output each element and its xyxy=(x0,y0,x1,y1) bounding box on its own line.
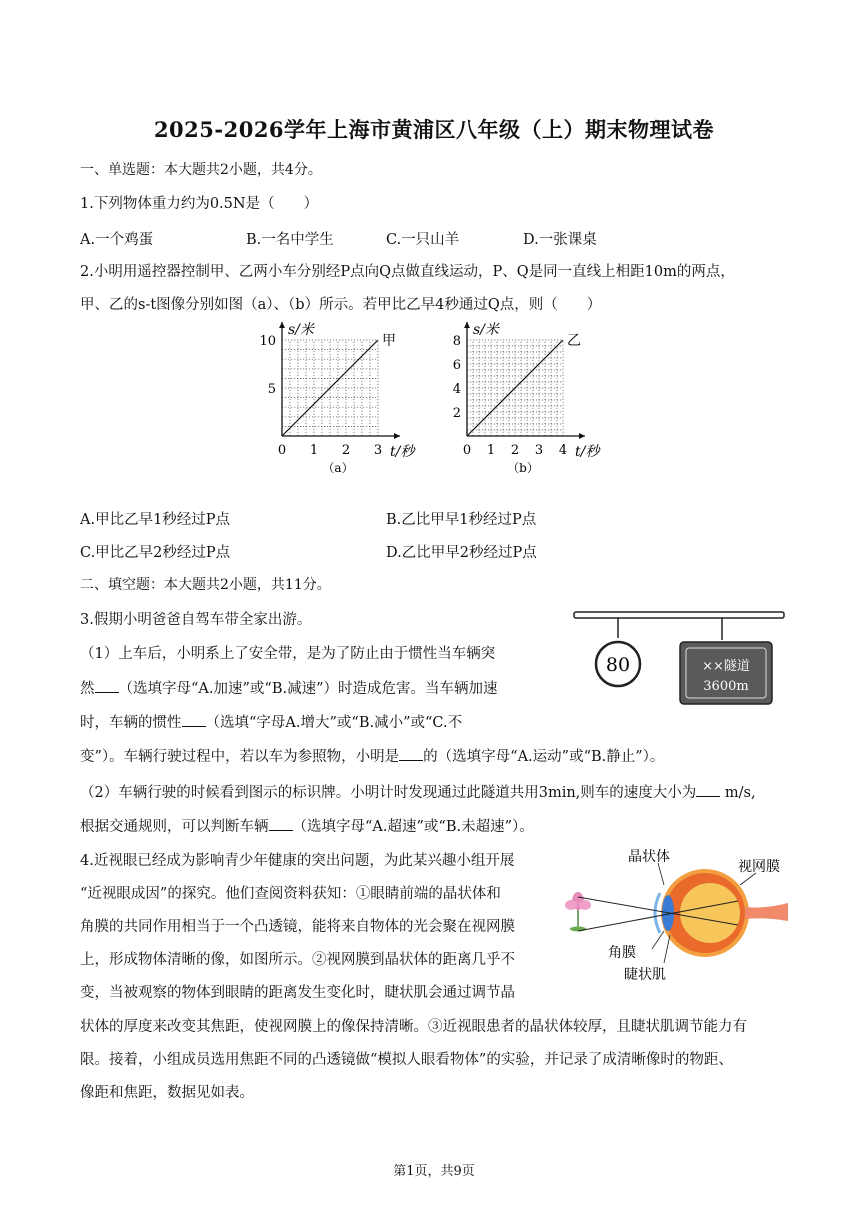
q3-line2: （1）上车后，小明系上了安全带，是为了防止由于惯性当车辆突 xyxy=(80,646,496,662)
series-label: 乙 xyxy=(567,333,581,349)
q4-line4: 上，形成物体清晰的像，如图所示。②视网膜到晶状体的距离几乎不 xyxy=(80,952,515,968)
speed-limit-value: 80 xyxy=(605,654,631,676)
q3-line7-prefix: 根据交通规则，可以判断车辆 xyxy=(80,819,269,835)
q3-blank-4[interactable] xyxy=(696,782,720,797)
tunnel-length: 3600m xyxy=(703,679,749,694)
q3-line1: 3.假期小明爸爸自驾车带全家出游。 xyxy=(80,612,312,628)
x-tick-label: 1 xyxy=(309,443,319,458)
x-tick-label: 3 xyxy=(534,443,544,458)
q2-option-d[interactable]: D.乙比甲早2秒经过P点 xyxy=(386,545,537,561)
label-retina: 视网膜 xyxy=(738,859,780,875)
q3-blank-1[interactable] xyxy=(95,678,119,693)
section-heading-fill-blank: 二、填空题：本大题共2小题，共11分。 xyxy=(80,577,331,593)
q2-stem-line2: 甲、乙的s-t图像分别如图（a）、（b）所示。若甲比乙早4秒通过Q点，则（ ） xyxy=(80,297,602,313)
q1-option-d[interactable]: D.一张课桌 xyxy=(523,232,597,248)
cornea-shape xyxy=(655,893,660,933)
q1-option-b[interactable]: B.一名中学生 xyxy=(246,232,334,248)
q1-option-c[interactable]: C.一只山羊 xyxy=(386,232,460,248)
x-axis-label: t/秒 xyxy=(390,444,415,460)
traffic-sign-figure xyxy=(572,610,792,710)
x-tick-label: 4 xyxy=(558,443,568,458)
exam-title: 2025-2026学年上海市黄浦区八年级（上）期末物理试卷 xyxy=(153,117,715,142)
q4-line2: “近视眼成因”的探究。他们查阅资料获知：①眼睛前端的晶状体和 xyxy=(80,886,501,902)
q1-option-a[interactable]: A.一个鸡蛋 xyxy=(80,232,154,248)
page-footer: 第1页，共9页 xyxy=(393,1164,475,1179)
q3-blank-3[interactable] xyxy=(399,746,423,761)
label-cornea: 角膜 xyxy=(608,945,636,961)
optic-nerve xyxy=(745,903,788,921)
label-lens: 晶状体 xyxy=(628,849,670,865)
y-tick-label: 6 xyxy=(452,358,461,373)
chart-caption: （b） xyxy=(507,461,539,475)
y-axis-label: s/米 xyxy=(473,322,499,338)
q2-option-a[interactable]: A.甲比乙早1秒经过P点 xyxy=(80,512,231,528)
y-tick-label: 5 xyxy=(267,382,276,397)
q2-stem-line1: 2.小明用遥控器控制甲、乙两小车分别经P点向Q点做直线运动，P、Q是同一直线上相距10m的两点， xyxy=(80,264,735,280)
q2-option-b[interactable]: B.乙比甲早1秒经过P点 xyxy=(386,512,537,528)
x-tick-label: 2 xyxy=(510,443,520,458)
q3-line6-unit: m/s, xyxy=(724,785,756,801)
q3-blank-2[interactable] xyxy=(182,712,206,727)
section-heading-single-choice: 一、单选题：本大题共2小题，共4分。 xyxy=(80,162,322,178)
y-tick-label: 8 xyxy=(452,334,461,349)
tunnel-name: ××隧道 xyxy=(702,659,750,674)
eye-diagram xyxy=(560,845,790,985)
flower-icon xyxy=(565,892,591,932)
st-chart-b xyxy=(435,318,615,478)
q3-line7-text: （选填字母“A.超速”或“B.未超速”）。 xyxy=(292,819,534,835)
st-chart-a xyxy=(250,318,430,478)
q4-line3: 角膜的共同作用相当于一个凸透镜，能将来自物体的光会聚在视网膜 xyxy=(80,919,515,935)
q3-line4 xyxy=(80,712,462,733)
y-axis-label: s/米 xyxy=(288,322,314,338)
q3-line6 xyxy=(80,782,756,803)
q2-option-c[interactable]: C.甲比乙早2秒经过P点 xyxy=(80,545,231,561)
q4-line8: 像距和焦距，数据见如表。 xyxy=(80,1085,254,1101)
q3-line4-prefix: 时，车辆的惯性 xyxy=(80,715,182,731)
x-tick-label: 1 xyxy=(486,443,496,458)
q3-blank-5[interactable] xyxy=(269,816,293,831)
q3-line5-prefix: 变”）。车辆行驶过程中，若以车为参照物，小明是 xyxy=(80,749,400,765)
q3-line5-text: 的（选填字母“A.运动”或“B.静止”）。 xyxy=(423,749,665,765)
label-ciliary: 睫状肌 xyxy=(624,967,666,983)
x-axis-arrow xyxy=(579,433,585,439)
q3-line3 xyxy=(80,678,498,699)
q3-line7 xyxy=(80,816,534,837)
q3-line4-text: （选填“字母A.增大”或“B.减小”或“C.不 xyxy=(205,715,463,731)
y-axis-arrow xyxy=(464,322,470,328)
y-tick-label: 2 xyxy=(452,406,461,421)
x-axis-arrow xyxy=(394,433,400,439)
q4-line5: 变，当被观察的物体到眼睛的距离发生变化时，睫状肌会通过调节晶 xyxy=(80,985,515,1001)
q4-line6: 状体的厚度来改变其焦距，使视网膜上的像保持清晰。③近视眼患者的晶状体较厚，且睫状肌调节能力有 xyxy=(80,1019,747,1035)
y-tick-label: 10 xyxy=(259,334,276,349)
q3-line3-prefix: 然 xyxy=(80,681,95,697)
series-label: 甲 xyxy=(382,333,396,349)
chart-caption: （a） xyxy=(322,461,354,475)
x-tick-label: 2 xyxy=(341,443,351,458)
q4-line7: 限。接着，小组成员选用焦距不同的凸透镜做“模拟人眼看物体”的实验，并记录了成清晰像时的物距、 xyxy=(80,1052,733,1068)
q3-line6-text: （2）车辆行驶的时候看到图示的标识牌。小明计时发现通过此隧道共用3min,则车的速度大小为 xyxy=(80,785,697,801)
x-tick-label: 0 xyxy=(277,443,287,458)
y-tick-label: 4 xyxy=(452,382,461,397)
sign-bar xyxy=(574,612,784,618)
x-tick-label: 3 xyxy=(373,443,383,458)
q3-line5 xyxy=(80,746,664,767)
x-tick-label: 0 xyxy=(462,443,472,458)
q3-line3-text: （选填字母“A.加速”或“B.减速”）时造成危害。当车辆加速 xyxy=(118,681,498,697)
q1-stem: 1.下列物体重力约为0.5N是（ ） xyxy=(80,196,319,212)
x-axis-label: t/秒 xyxy=(575,444,600,460)
q4-line1: 4.近视眼已经成为影响青少年健康的突出问题，为此某兴趣小组开展 xyxy=(80,853,515,869)
y-axis-arrow xyxy=(279,322,285,328)
